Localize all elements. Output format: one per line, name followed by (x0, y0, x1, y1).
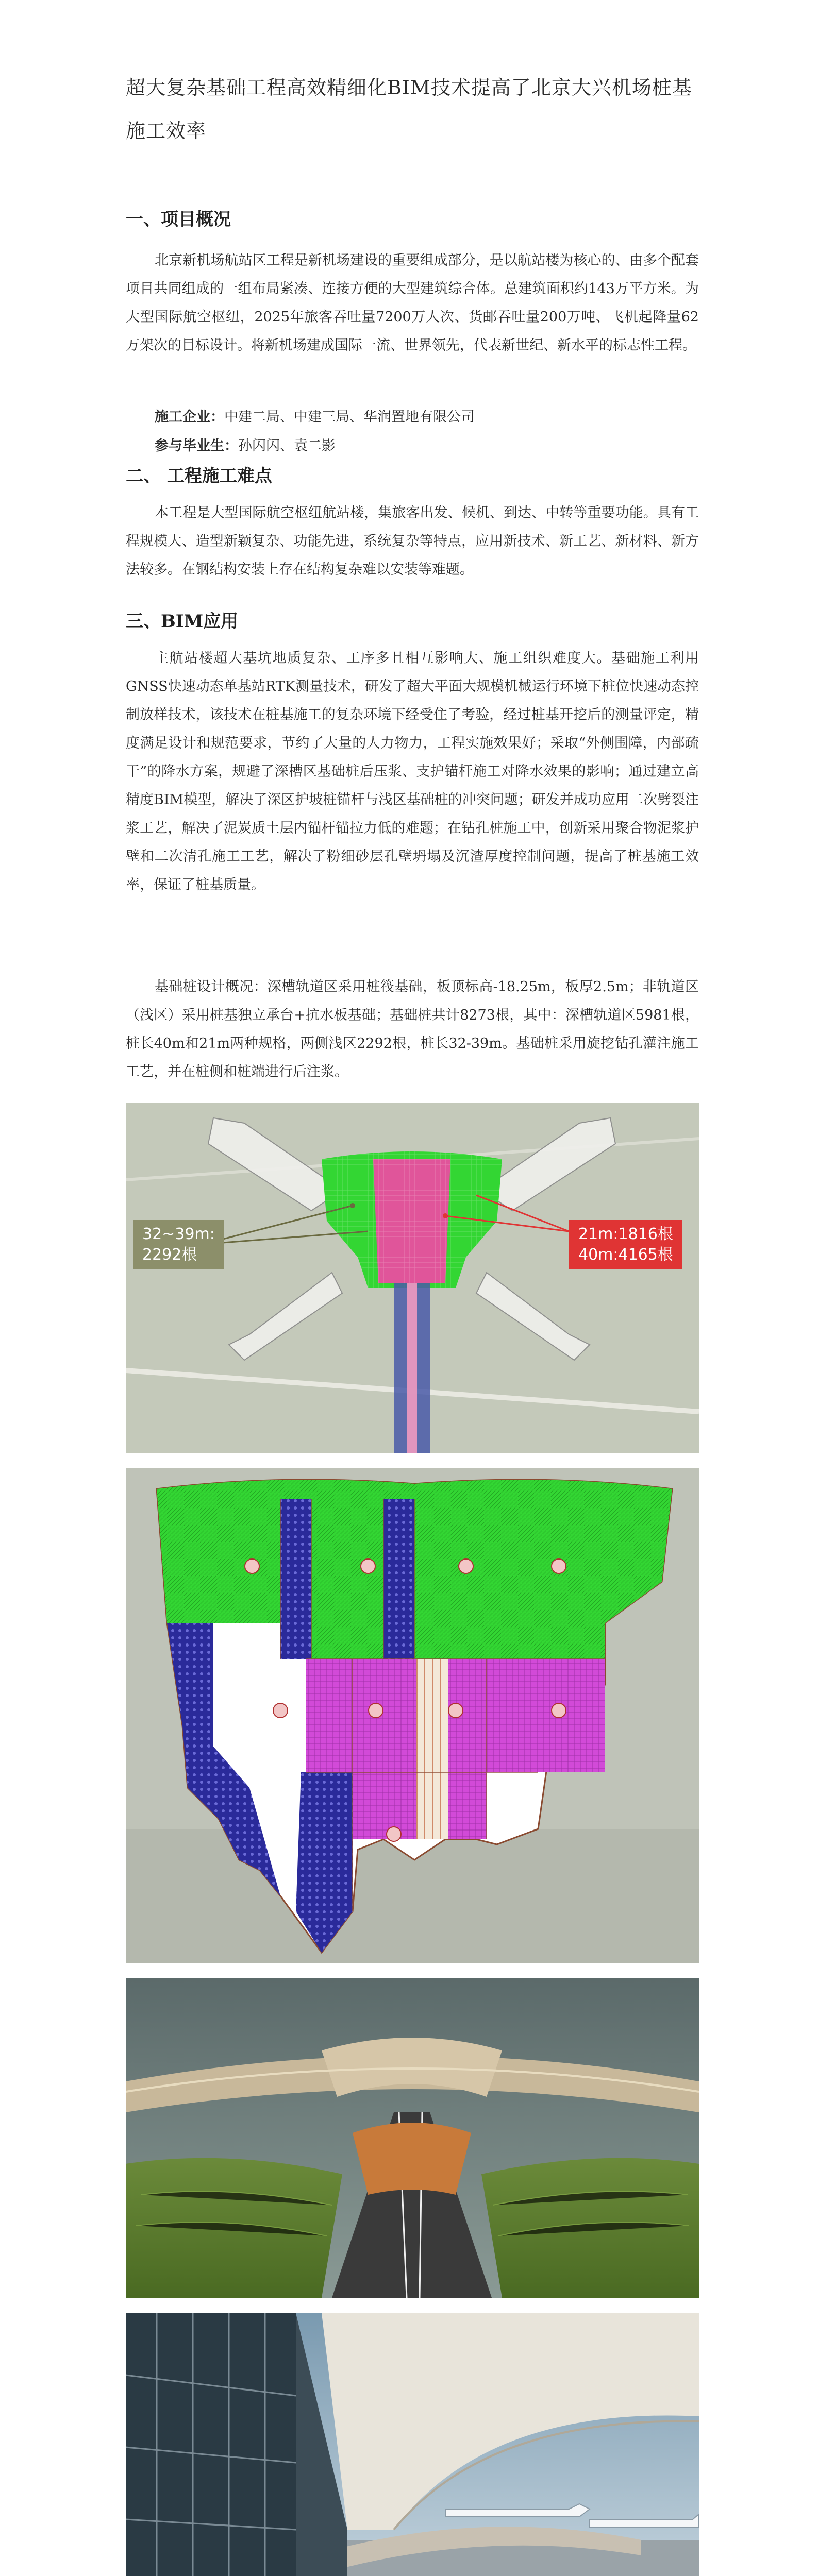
elevated-structure (353, 2123, 471, 2195)
deep-zone-40m-text: 40m:4165根 (578, 1246, 673, 1264)
deep-zone-21m-text: 21m:1816根 (578, 1225, 673, 1243)
terminal-gate-render-graphic (126, 2313, 699, 2576)
pile-layout-zones-graphic (126, 1468, 699, 1963)
bim-paragraph-1: 主航站楼超大基坑地质复杂、工序多且相互影响大、施工组织难度大。基础施工利用GNSS快速动态单基站RTK测量技术，研发了超大平面大规模机械运行环境下桩位快速动态控制放样技术，该技术在桩基施工的复杂环境下经受住了考验，经过桩基开挖后的测量评定，精度满足设计和规范要求，节约了大量的人力物力，工程实施效果好；采取“外侧围障，内部疏干”的降水方案，规避了深槽区基础桩后压浆、支护锚杆施工对降水效果的影响；通过建立高精度BIM模型，解决了深区护坡桩锚杆与浅区基础桩的冲突问题；研发并成功应用二次劈裂注浆工艺，解决了泥炭质土层内锚杆锚拉力低的难题；在钻孔桩施工中，创新采用聚合物泥浆护壁和二次清孔施工工艺，解决了粉细砂层孔壁坍塌及沉渣厚度控制问题，提高了桩基施工效率，保证了桩基质量。 (126, 650, 699, 893)
graduates-line (155, 432, 336, 460)
company-value: 中建二局、中建三局、华润置地有限公司 (224, 409, 475, 425)
pile-zone-aerial-graphic (126, 1103, 699, 1453)
difficulty-paragraph: 本工程是大型国际航空枢纽航站楼，集旅客出发、候机、到达、中转等重要功能。具有工程规模大、造型新颖复杂、功能先进，系统复杂等特点，应用新技术、新工艺、新材料、新方法较多。在钢结构安装上存在结构复杂难以安装等难题。 (126, 505, 699, 578)
deep-zone-pile-label (569, 1220, 682, 1269)
figure-pile-zone-aerial (126, 1103, 699, 1453)
figure-pile-layout-zones (126, 1468, 699, 1963)
bim-paragraph-2: 基础桩设计概况：深槽轨道区采用桩筏基础，板顶标高-18.25m，板厚2.5m；非轨道区（浅区）采用桩基独立承台+抗水板基础；基础桩共计8273根，其中：深槽轨道区5981根，桩长40m和21m两种规格，两侧浅区2292根，桩长32-39m。基础桩采用旋挖钻孔灌注施工工艺，并在桩侧和桩端进行后注浆。 (126, 979, 699, 1080)
glass-facade (126, 2313, 296, 2576)
company-label: 施工企业： (155, 409, 224, 425)
section-heading-difficulty: 二、 工程施工难点 (126, 466, 272, 486)
graduates-label: 参与毕业生： (155, 438, 238, 454)
figure-terminal-aerial-render (126, 1978, 699, 2298)
shallow-zone-pile-label (133, 1220, 224, 1269)
terminal-aerial-render-graphic (126, 1978, 699, 2298)
figure-terminal-gate-render (126, 2313, 699, 2576)
graduates-value: 孙闪闪、袁二影 (238, 438, 336, 454)
overview-paragraph: 北京新机场航站区工程是新机场建设的重要组成部分，是以航站楼为核心的、由多个配套项目共同组成的一组布局紧凑、连接方便的大型建筑综合体。总建筑面积约143万平方米。为大型国际航空枢纽，2025年旅客吞吐量7200万人次、货邮吞吐量200万吨、飞机起降量62万架次的目标设计。将新机场建成国际一流、世界领先，代表新世纪、新水平的标志性工程。 (126, 252, 699, 353)
construction-company-line (155, 403, 475, 431)
shallow-zone-length-text: 32~39m: (142, 1225, 215, 1243)
document-title: 超大复杂基础工程高效精细化BIM技术提高了北京大兴机场桩基施工效率 (126, 76, 692, 142)
shallow-zone-count-text: 2292根 (142, 1246, 197, 1264)
section-heading-bim: 三、BIM应用 (126, 611, 239, 632)
section-heading-overview: 一、项目概况 (126, 209, 231, 230)
